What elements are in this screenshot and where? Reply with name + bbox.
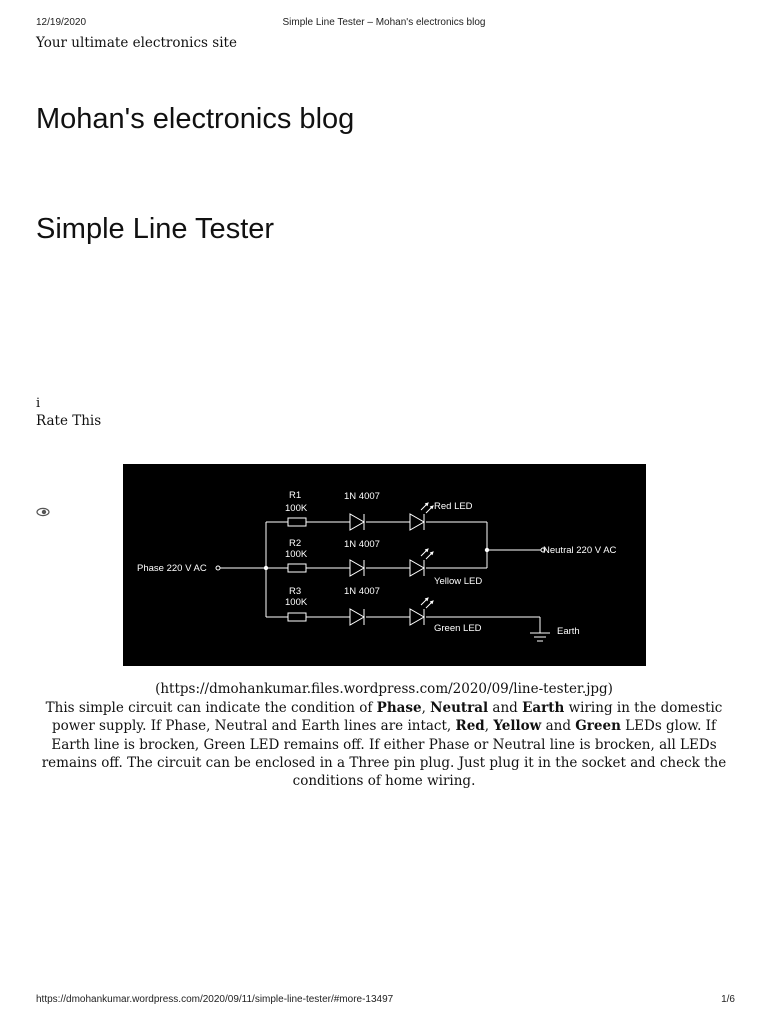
phase-terminal	[216, 566, 220, 570]
resistor-label-r2: R2	[289, 538, 302, 549]
description-text: and	[488, 700, 523, 716]
neutral-junction	[485, 548, 489, 552]
diode-label-1: 1N 4007	[344, 491, 380, 502]
earth-label: Earth	[557, 626, 580, 637]
print-page-number: 1/6	[721, 994, 735, 1005]
print-page-title: Simple Line Tester – Mohan's electronics blog	[282, 17, 486, 28]
led-label-green: Green LED	[434, 623, 482, 634]
led-icon	[410, 598, 433, 625]
description-text: This simple circuit can indicate the condition of	[45, 700, 377, 716]
diode-label-2: 1N 4007	[344, 539, 380, 550]
print-date: 12/19/2020	[36, 17, 87, 28]
rating-info-marker[interactable]: i	[36, 396, 41, 411]
green-term: Green	[575, 718, 621, 735]
resistor-label-r3: R3	[289, 586, 302, 597]
resistor-icon	[288, 518, 306, 526]
diode-icon	[350, 560, 364, 576]
neutral-label: Neutral 220 V AC	[543, 545, 617, 556]
led-label-yellow: Yellow LED	[434, 576, 483, 587]
diode-label-3: 1N 4007	[344, 586, 380, 597]
phase-term: Phase	[376, 700, 422, 716]
print-url: https://dmohankumar.wordpress.com/2020/09/11/simple-line-tester/#more-13497	[36, 994, 394, 1005]
diode-icon	[350, 514, 364, 530]
earth-term: Earth	[522, 700, 565, 716]
resistor-value-r3: 100K	[285, 597, 308, 608]
site-title[interactable]: Mohan's electronics blog	[36, 103, 355, 135]
post-title: Simple Line Tester	[36, 213, 275, 245]
yellow-term: Yellow	[493, 718, 542, 735]
eye-icon	[36, 506, 50, 518]
phase-label: Phase 220 V AC	[137, 563, 207, 574]
post-description	[40, 699, 728, 790]
resistor-icon	[288, 613, 306, 621]
neutral-term: Neutral	[430, 700, 489, 716]
resistor-value-r1: 100K	[285, 503, 308, 514]
ground-icon	[530, 633, 550, 641]
diode-icon	[350, 609, 364, 625]
red-term: Red	[455, 718, 485, 735]
rate-this-label[interactable]: Rate This	[36, 413, 102, 429]
description-text: wiring in the domestic power supply. If Phase, Neutral and Earth lines are intact,	[52, 700, 723, 735]
led-label-red: Red LED	[434, 501, 473, 512]
phase-junction	[264, 566, 268, 570]
line-tester-circuit-diagram[interactable]	[123, 464, 646, 666]
description-text: LEDs glow. If Earth line is brocken, Green LED remains off. If either Phase or Neutral line is brocken, all LEDs remains off. The circuit can be enclosed in a Three pin plug. Just plug it in the socket and check the conditions of home wiring.	[41, 718, 727, 790]
resistor-label-r1: R1	[289, 490, 302, 501]
image-link-caption[interactable]: (https://dmohankumar.files.wordpress.com/2020/09/line-tester.jpg)	[155, 681, 613, 697]
site-tagline: Your ultimate electronics site	[36, 35, 237, 51]
resistor-icon	[288, 564, 306, 572]
resistor-value-r2: 100K	[285, 549, 308, 560]
description-text: and	[541, 718, 576, 735]
description-text: ,	[421, 700, 431, 716]
description-text: ,	[484, 718, 494, 735]
led-icon	[410, 549, 433, 576]
led-icon	[410, 503, 433, 530]
